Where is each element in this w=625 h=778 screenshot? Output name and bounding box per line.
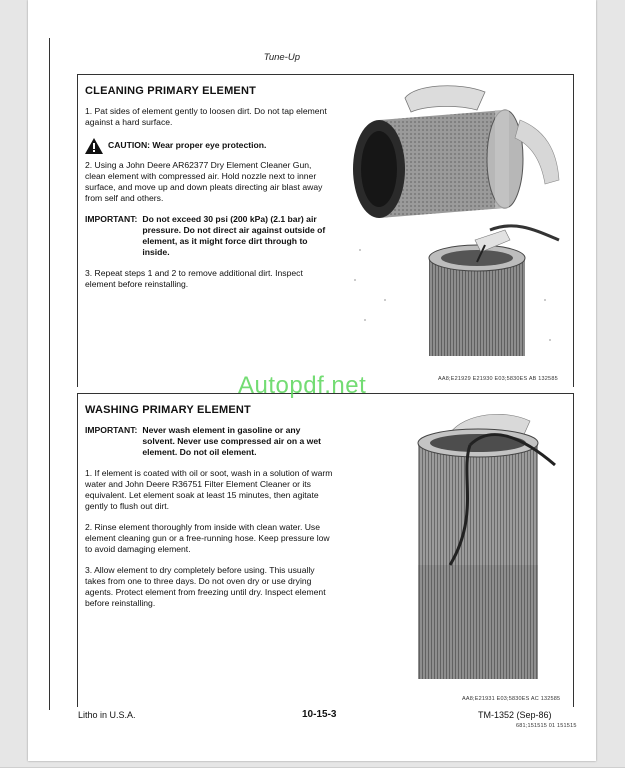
important-label: IMPORTANT:	[85, 214, 138, 224]
footer-code: 681;151515 01 151515	[516, 723, 577, 729]
important-text: Never wash element in gasoline or any solvent. Never use compressed air on a wet element. Do not oil element.	[142, 425, 321, 457]
section-rule-left	[77, 393, 78, 707]
section-rule-left	[77, 74, 78, 387]
margin-rule	[49, 38, 50, 710]
next-page-edge	[0, 767, 625, 778]
watermark: Autopdf.net	[238, 372, 367, 399]
cleaning-step-1: 1. Pat sides of element gently to loosen dirt. Do not tap element against a hard surface.	[85, 106, 327, 127]
washing-step-2: 2. Rinse element thoroughly from inside with clean water. Use element cleaning gun or a free-running hose. Keep pressure low to avoid damaging element.	[85, 522, 330, 554]
washing-title: WASHING PRIMARY ELEMENT	[85, 404, 251, 416]
page-number: 10-15-3	[302, 709, 337, 720]
cleaning-step-2: 2. Using a John Deere AR62377 Dry Element Cleaner Gun, clean element with compressed air. Hold nozzle next to inner surface, and move up and down pleats directing air blast away from self and others.	[85, 160, 323, 203]
washing-step-1: 1. If element is coated with oil or soot, wash in a solution of warm water and John Deere R36751 Filter Element Cleaner or its equivalent. Let element soak at least 15 minutes, then agitate gently to flush out dirt.	[85, 468, 333, 511]
filter-photo-hose-wash	[410, 405, 560, 685]
important-note	[85, 425, 333, 458]
washing-section	[85, 405, 333, 619]
filter-photo-air-clean	[345, 80, 560, 358]
figure-reference: AA8;E21931 E03;5830ES AC 132585	[462, 696, 561, 702]
caution-text: CAUTION: Wear proper eye protection.	[108, 140, 267, 150]
cleaning-section	[85, 86, 333, 300]
figure-reference: AA8;E21929 E21930 E03;5830ES AB 132585	[438, 376, 558, 382]
cleaning-step-3: 3. Repeat steps 1 and 2 to remove additional dirt. Inspect element before reinstalling.	[85, 268, 303, 289]
important-label: IMPORTANT:	[85, 425, 138, 435]
washing-step-3: 3. Allow element to dry completely before using. This usually takes from one to three days. Do not oven dry or use drying agents. Protect element from freezing until dry. Inspect element before reinstalling.	[85, 565, 326, 608]
warning-triangle-icon	[85, 138, 103, 154]
section-rule-right	[573, 74, 574, 387]
cleaning-title: CLEANING PRIMARY ELEMENT	[85, 85, 257, 97]
footer-litho: Litho in U.S.A.	[78, 710, 136, 720]
section-header: Tune-Up	[263, 52, 300, 63]
important-note	[85, 214, 333, 258]
section-rule-right	[573, 393, 574, 707]
section-rule	[77, 74, 573, 75]
important-text: Do not exceed 30 psi (200 kPa) (2.1 bar) air pressure. Do not direct air against outside of element, as it might force dirt through to inside.	[142, 214, 326, 257]
manual-id: TM-1352 (Sep-86)	[478, 710, 552, 720]
caution-notice	[85, 138, 333, 154]
